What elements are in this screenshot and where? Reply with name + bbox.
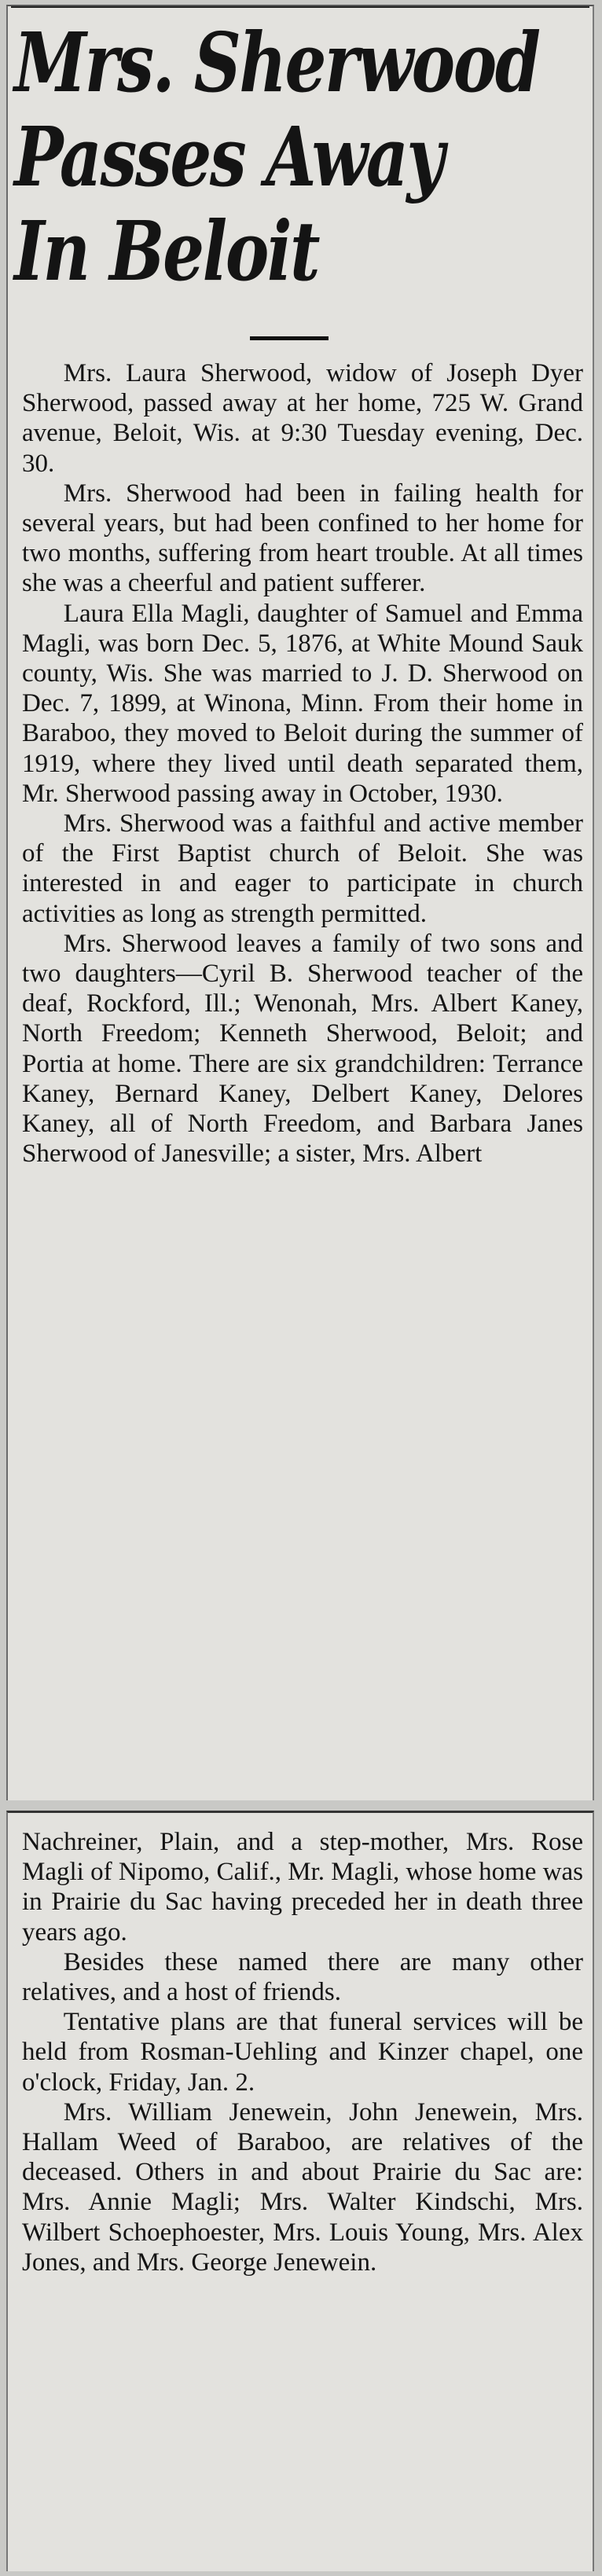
- top-rule: [11, 6, 589, 8]
- paragraph-biography: Laura Ella Magli, daughter of Samuel and Emma Magli, was born Dec. 5, 1876, at White Mound Sauk county, Wis. She was married to J. D. Sherwood on Dec. 7, 1899, at Winona, Minn. From their home in Baraboo, they moved to Beloit during the summer of 1919, where they lived until death separated them, Mr. Sherwood passing away in October, 1930.: [22, 599, 583, 808]
- paragraph-relatives: Besides these named there are many other relatives, and a host of friends.: [22, 1947, 583, 2007]
- article-body-part-2: [22, 1827, 583, 2277]
- headline-divider: [250, 336, 329, 340]
- clipping-part-2: [6, 1811, 594, 2571]
- headline-line-3: In Beloit: [14, 203, 319, 299]
- headline: [14, 14, 539, 299]
- paragraph-survivors: Mrs. Sherwood leaves a family of two sons and two daughters—Cyril B. Sherwood teacher of the deaf, Rockford, Ill.; Wenonah, Mrs. Albert Kaney, North Freedom; Kenneth Sherwood, Beloit; and Portia at home. There are six grandchildren: Terrance Kaney, Bernard Kaney, Delbert Kaney, Delores Kaney, all of North Freedom, and Barbara Janes Sherwood of Janesville; a sister, Mrs. Albert: [22, 929, 583, 1169]
- paragraph-funeral: Tentative plans are that funeral services will be held from Rosman-Uehling and Kinzer chapel, one o'clock, Friday, Jan. 2.: [22, 2008, 583, 2097]
- article-body-part-1: [22, 358, 583, 1169]
- paragraph-health: Mrs. Sherwood had been in failing health for several years, but had been confined to her home for two months, suffering from heart trouble. At all times she was a cheerful and patient sufferer.: [22, 479, 583, 598]
- headline-line-2: Passes Away: [14, 108, 443, 205]
- headline-line-1: Mrs. Sherwood: [14, 14, 539, 111]
- paragraph-other-relatives: Mrs. William Jenewein, John Jenewein, Mrs. Hallam Weed of Baraboo, are relatives of the deceased. Others in and about Prairie du Sac are: Mrs. Annie Magli; Mrs. Walter Kindschi, Mrs. Wilbert Schoephoester, Mrs. Louis Young, Mrs. Alex Jones, and Mrs. George Jenewein.: [22, 2097, 583, 2277]
- paragraph-survivors-continued: Nachreiner, Plain, and a step-mother, Mrs. Rose Magli of Nipomo, Calif., Mr. Magli, whose home was in Prairie du Sac having preceded her in death three years ago.: [22, 1828, 584, 1947]
- paragraph-church: Mrs. Sherwood was a faithful and active member of the First Baptist church of Beloit. She was interested in and eager to participate in church activities as long as strength permitted.: [22, 809, 583, 928]
- clipping-part-1: [6, 5, 594, 1800]
- paragraph-death-notice: Mrs. Laura Sherwood, widow of Joseph Dyer Sherwood, passed away at her home, 725 W. Grand avenue, Beloit, Wis. at 9:30 Tuesday evening, Dec. 30.: [22, 359, 583, 478]
